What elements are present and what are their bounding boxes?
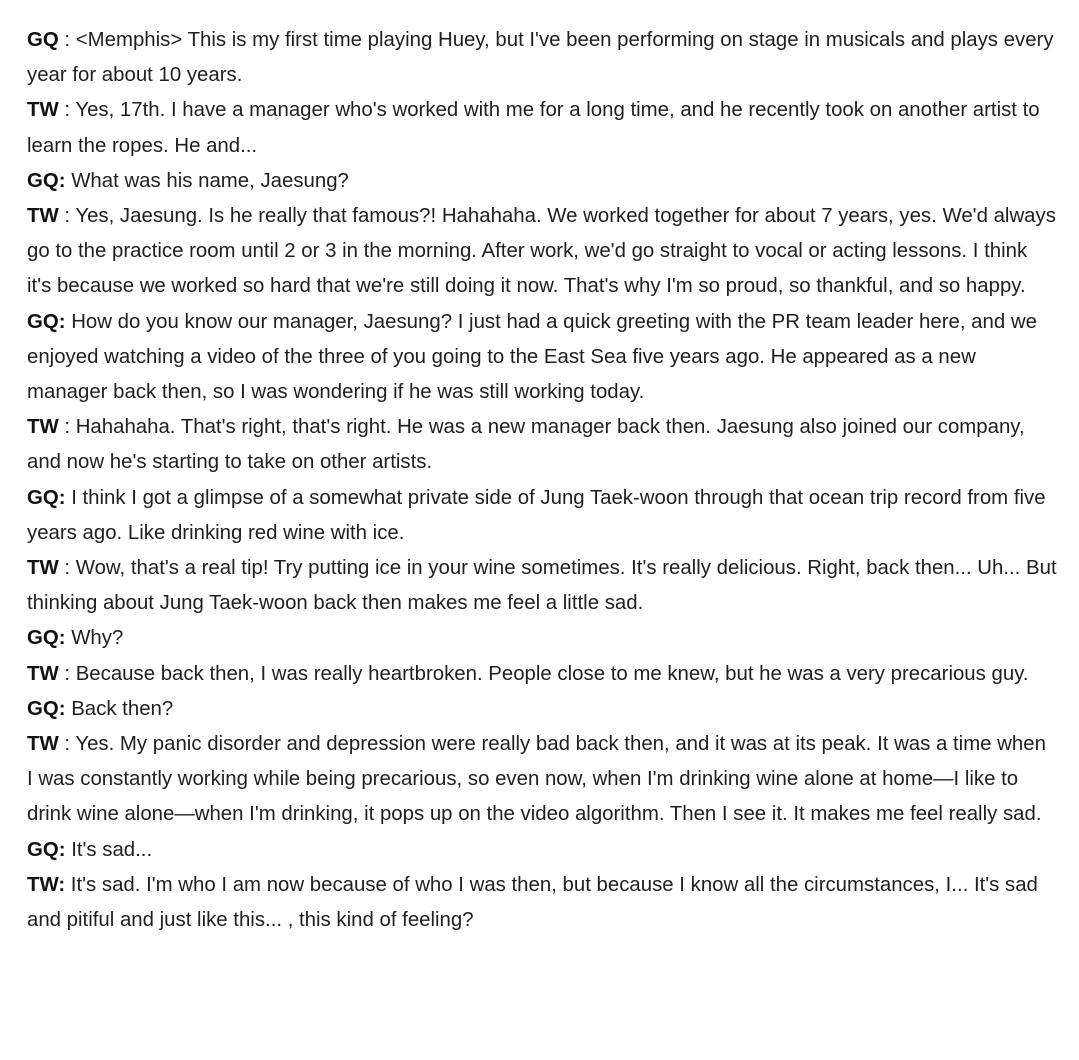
speaker-separator: : — [58, 733, 76, 756]
line-text: <Memphis> This is my first time playing Huey, but I've been performing on stage in musicals and plays every year for about 10 years. — [27, 29, 1054, 87]
speaker-label: TW — [27, 416, 59, 439]
speaker-label: GQ: — [27, 486, 66, 509]
transcript-line — [27, 657, 1057, 692]
line-text: What was his name, Jaesung? — [71, 169, 349, 192]
line-text: Why? — [71, 627, 124, 650]
speaker-label: TW: — [27, 873, 66, 896]
speaker-label: GQ — [27, 29, 59, 51]
interview-transcript — [27, 23, 1057, 938]
line-text: It's sad. I'm who I am now because of who I was then, but because I know all the circumstances, I... It's sad and pitiful and just like this... , this kind of feeling? — [27, 873, 1038, 932]
line-text: Wow, that's a real tip! Try putting ice in your wine sometimes. It's really delicious. Right, back then... Uh... But thinking about Jung Taek-woon back then makes me feel a little sad. — [27, 557, 1057, 615]
speaker-separator: : — [58, 29, 76, 51]
transcript-line — [27, 692, 1057, 727]
speaker-label: GQ: — [27, 169, 66, 192]
transcript-line — [27, 410, 1057, 480]
transcript-line — [27, 727, 1057, 833]
speaker-label: TW — [27, 557, 59, 580]
speaker-label: GQ: — [27, 697, 66, 720]
transcript-line — [27, 868, 1057, 938]
speaker-separator: : — [58, 99, 76, 122]
transcript-line — [27, 305, 1057, 411]
transcript-line — [27, 833, 1057, 868]
transcript-line — [27, 93, 1057, 163]
speaker-separator: : — [58, 416, 76, 439]
speaker-label: GQ: — [27, 838, 66, 861]
speaker-separator: : — [58, 205, 76, 228]
transcript-line — [27, 23, 1057, 93]
speaker-label: TW — [27, 205, 59, 228]
speaker-label: GQ: — [27, 627, 66, 650]
speaker-label: TW — [27, 662, 59, 685]
line-text: I think I got a glimpse of a somewhat private side of Jung Taek-woon through that ocean trip record from five years ago. Like drinking red wine with ice. — [27, 486, 1046, 544]
speaker-label: TW — [27, 733, 59, 756]
transcript-line — [27, 551, 1057, 621]
transcript-line — [27, 199, 1057, 305]
line-text: How do you know our manager, Jaesung? I just had a quick greeting with the PR team leader here, and we enjoyed watching a video of the three of you going to the East Sea five years ago. He appeared as a new manager back then, so I was wondering if he was still working today. — [27, 310, 1037, 404]
line-text: Yes. My panic disorder and depression were really bad back then, and it was at its peak. It was a time when I was constantly working while being precarious, so even now, when I'm drinking wine alone at home—I like to drink wine alone—when I'm drinking, it pops up on the video algorithm. Then I see it. It makes me feel really sad. — [27, 733, 1046, 826]
speaker-label: GQ: — [27, 310, 66, 333]
line-text: It's sad... — [71, 838, 153, 861]
line-text: Hahahaha. That's right, that's right. He was a new manager back then. Jaesung also joined our company, and now he's starting to take on other artists. — [27, 416, 1025, 474]
line-text: Yes, 17th. I have a manager who's worked with me for a long time, and he recently took on another artist to learn the ropes. He and... — [27, 99, 1040, 157]
speaker-label: TW — [27, 99, 59, 122]
transcript-line — [27, 621, 1057, 656]
line-text: Because back then, I was really heartbroken. People close to me knew, but he was a very precarious guy. — [75, 662, 1029, 685]
transcript-line — [27, 481, 1057, 551]
transcript-line — [27, 164, 1057, 199]
line-text: Back then? — [71, 697, 174, 720]
speaker-separator: : — [58, 557, 76, 580]
line-text: Yes, Jaesung. Is he really that famous?! Hahahaha. We worked together for about 7 years, yes. We'd always go to the practice room until 2 or 3 in the morning. After work, we'd go straight to vocal or acting lessons. I think it's because we worked so hard that we're still doing it now. That's why I'm so proud, so thankful, and so happy. — [27, 205, 1056, 298]
speaker-separator: : — [58, 662, 76, 685]
